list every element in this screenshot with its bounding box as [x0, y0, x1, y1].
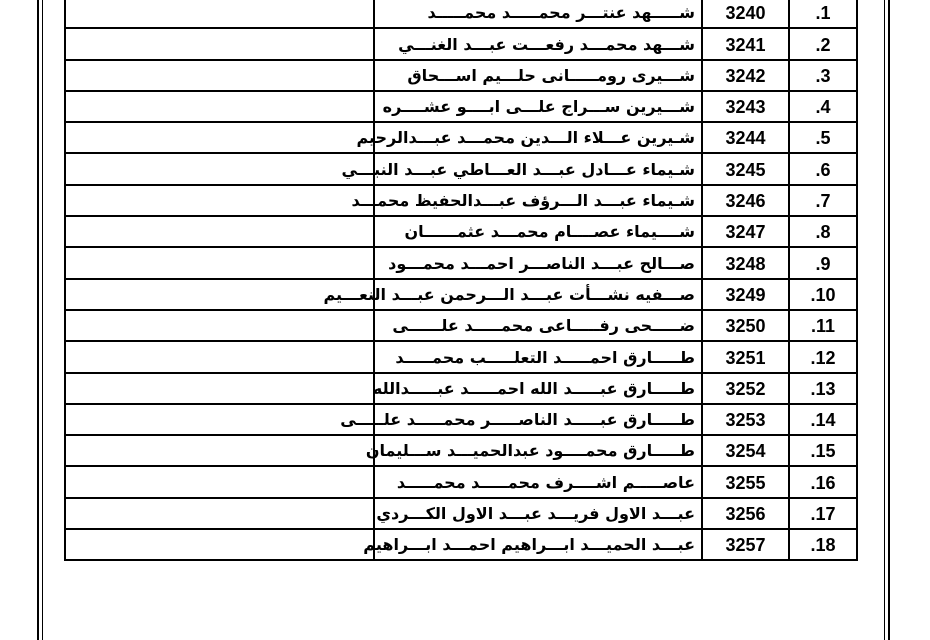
table-row — [65, 216, 857, 247]
student-name: طـــــارق عبـــــد الناصـــــر محمـــــد علـــــى — [374, 404, 702, 435]
blank-cell — [65, 28, 374, 59]
table-row — [65, 0, 857, 28]
table-row — [65, 279, 857, 310]
student-name: طـــــارق احمـــــد التعلـــــب محمـــــد — [374, 341, 702, 372]
seat-number: 3250 — [702, 310, 789, 341]
row-index: .13 — [789, 373, 857, 404]
seat-number: 3253 — [702, 404, 789, 435]
row-index: .17 — [789, 498, 857, 529]
row-index: .2 — [789, 28, 857, 59]
seat-number: 3246 — [702, 185, 789, 216]
blank-cell — [65, 216, 374, 247]
student-name: شـــــهد عنتـــر محمـــــد محمـــــد — [374, 0, 702, 28]
student-roster-table — [64, 0, 858, 561]
student-name: صـــفيه نشـــأت عبـــد الـــرحمن عبـــد النعـــيم — [374, 279, 702, 310]
blank-cell — [65, 153, 374, 184]
student-name: صـــالح عبـــد الناصـــر احمـــد محمـــود — [374, 247, 702, 278]
table-row — [65, 435, 857, 466]
seat-number: 3248 — [702, 247, 789, 278]
student-name: شـــهد محمـــد رفعـــت عبـــد الغنـــي — [374, 28, 702, 59]
blank-cell — [65, 435, 374, 466]
row-index: .14 — [789, 404, 857, 435]
seat-number: 3249 — [702, 279, 789, 310]
seat-number: 3251 — [702, 341, 789, 372]
blank-cell — [65, 91, 374, 122]
blank-cell — [65, 404, 374, 435]
table-row — [65, 185, 857, 216]
table-row — [65, 91, 857, 122]
seat-number: 3242 — [702, 60, 789, 91]
row-index: .3 — [789, 60, 857, 91]
student-name: شـــيرين ســـراج علـــى ابــــو عشــــره — [374, 91, 702, 122]
student-name: شـيرين عـــلاء الـــدين محمـــد عبـــدالرحيم — [374, 122, 702, 153]
student-name: شـيماء عبـــد الـــرؤف عبـــدالحفيظ محمـــد — [374, 185, 702, 216]
row-index: .9 — [789, 247, 857, 278]
blank-cell — [65, 122, 374, 153]
seat-number: 3241 — [702, 28, 789, 59]
row-index: .11 — [789, 310, 857, 341]
table-row — [65, 498, 857, 529]
student-name: ضـــــحى رفـــــاعى محمـــــد علــــــى — [374, 310, 702, 341]
blank-cell — [65, 60, 374, 91]
row-index: .5 — [789, 122, 857, 153]
table-row — [65, 247, 857, 278]
student-name: عبـــد الاول فريـــد عبـــد الاول الكـــردي — [374, 498, 702, 529]
row-index: .18 — [789, 529, 857, 560]
student-name: شـــيرى رومـــــانى حلـــيم اســـحاق — [374, 60, 702, 91]
table-row — [65, 153, 857, 184]
seat-number: 3247 — [702, 216, 789, 247]
row-index: .15 — [789, 435, 857, 466]
table-row — [65, 122, 857, 153]
row-index: .12 — [789, 341, 857, 372]
student-name: شــــيماء عصــــام محمـــد عثمــــــان — [374, 216, 702, 247]
seat-number: 3256 — [702, 498, 789, 529]
row-index: .7 — [789, 185, 857, 216]
table-row — [65, 60, 857, 91]
seat-number: 3240 — [702, 0, 789, 28]
table-row — [65, 404, 857, 435]
seat-number: 3257 — [702, 529, 789, 560]
blank-cell — [65, 310, 374, 341]
row-index: .10 — [789, 279, 857, 310]
seat-number: 3244 — [702, 122, 789, 153]
blank-cell — [65, 0, 374, 28]
student-name: طـــــارق عبـــــد الله احمـــــد عبـــــدالله — [374, 373, 702, 404]
seat-number: 3252 — [702, 373, 789, 404]
table-row — [65, 466, 857, 497]
blank-cell — [65, 529, 374, 560]
seat-number: 3245 — [702, 153, 789, 184]
table-row — [65, 529, 857, 560]
student-name: شـيماء عـــادل عبـــد العـــاطي عبـــد النبـــي — [374, 153, 702, 184]
blank-cell — [65, 373, 374, 404]
table-row — [65, 341, 857, 372]
row-index: .6 — [789, 153, 857, 184]
blank-cell — [65, 341, 374, 372]
row-index: .4 — [789, 91, 857, 122]
row-index: .16 — [789, 466, 857, 497]
blank-cell — [65, 498, 374, 529]
student-name: طـــــارق محمــــود عبدالحميـــد ســـليمان — [374, 435, 702, 466]
seat-number: 3243 — [702, 91, 789, 122]
table-row — [65, 28, 857, 59]
row-index: .1 — [789, 0, 857, 28]
table-row — [65, 373, 857, 404]
table-row — [65, 310, 857, 341]
student-name: عبـــد الحميـــد ابـــراهيم احمـــد ابـــراهيم — [374, 529, 702, 560]
seat-number: 3255 — [702, 466, 789, 497]
blank-cell — [65, 185, 374, 216]
blank-cell — [65, 247, 374, 278]
blank-cell — [65, 466, 374, 497]
student-name: عاصـــــم اشــــرف محمـــــد محمـــــد — [374, 466, 702, 497]
seat-number: 3254 — [702, 435, 789, 466]
row-index: .8 — [789, 216, 857, 247]
